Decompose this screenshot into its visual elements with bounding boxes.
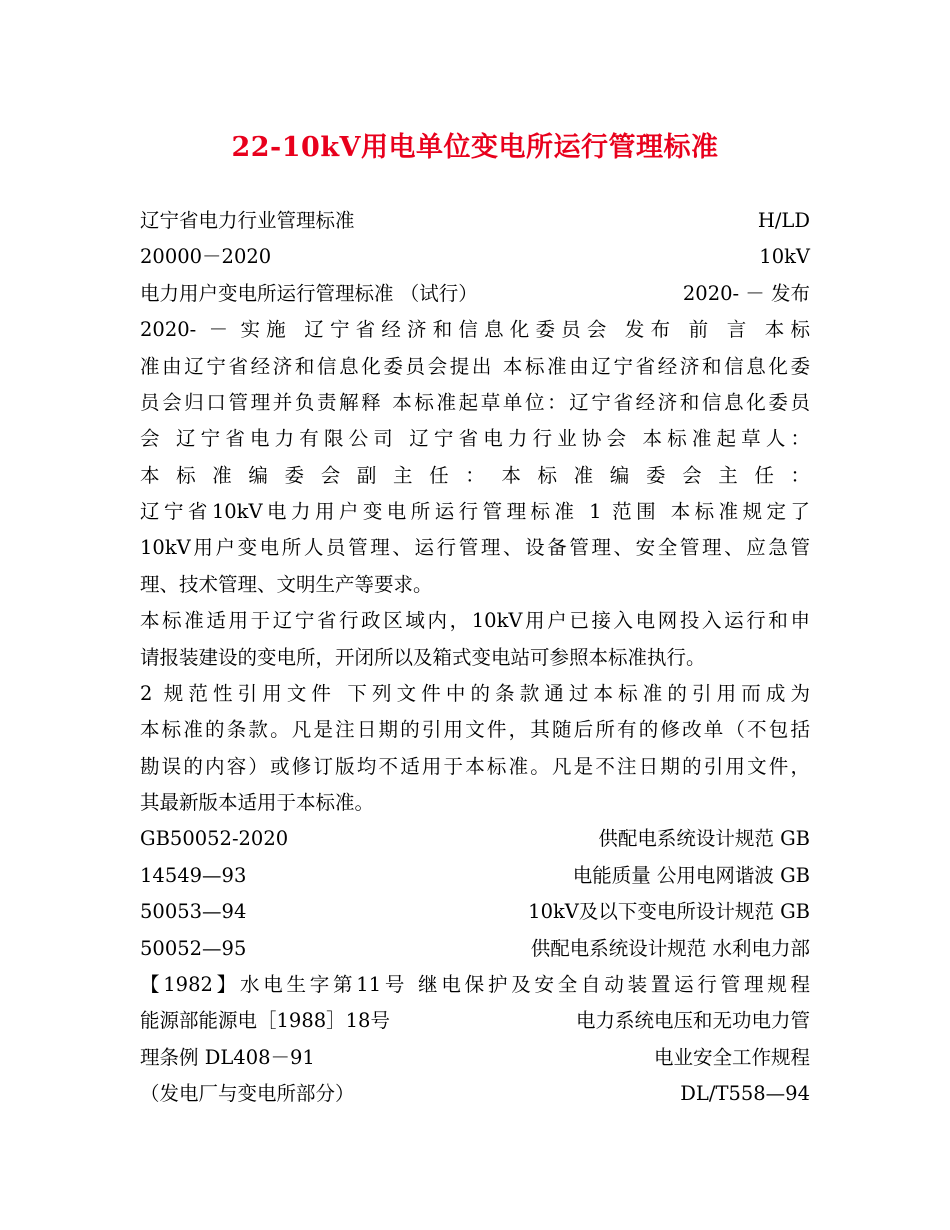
text-line (140, 238, 810, 276)
line-right-text: 电力系统电压和无功电力管 (575, 1009, 810, 1032)
text-line: 10kV用户变电所人员管理、运行管理、设备管理、安全管理、应急管 (140, 536, 810, 559)
line-left-text: 辽宁省电力行业管理标准 (140, 209, 355, 232)
text-line: 2 规范性引用文件 下列文件中的条款通过本标准的引用而成为 (140, 682, 810, 705)
line-left-text: 理条例 DL408－91 (140, 1046, 315, 1069)
line-right-text: DL/T558—94 (680, 1082, 810, 1105)
text-line: 本 标 准 编 委 会 副 主 任 ： 本 标 准 编 委 会 主 任 ： (140, 464, 810, 487)
line-right-text: H/LD (757, 209, 810, 232)
text-line: 准由辽宁省经济和信息化委员会提出 本标准由辽宁省经济和信息化委 (140, 355, 810, 378)
text-line: 其最新版本适用于本标准。 (140, 791, 375, 814)
line-right-text: 10kV (759, 245, 810, 268)
line-right-text: 电业安全工作规程 (653, 1046, 810, 1069)
text-line (140, 202, 810, 240)
document-title: 22-10kV用电单位变电所运行管理标准 (231, 132, 719, 163)
text-line: 【1982】水电生字第11号 继电保护及安全自动装置运行管理规程 (140, 973, 810, 996)
text-line: 辽宁省10kV电力用户变电所运行管理标准 1 范围 本标准规定了 (140, 500, 810, 523)
text-line: 2020- － 实施 辽宁省经济和信息化委员会 发布 前 言 本标 (140, 318, 810, 341)
line-left-text: 50053—94 (140, 900, 247, 923)
text-line: 会 辽宁省电力有限公司 辽宁省电力行业协会 本标准起草人： (140, 427, 810, 450)
line-left-text: （发电厂与变电所部分） (140, 1082, 355, 1105)
text-line (140, 857, 810, 895)
text-line: 本标准的条款。凡是注日期的引用文件，其随后所有的修改单（不包括 (140, 718, 810, 741)
text-line (140, 1075, 810, 1113)
text-line (140, 820, 810, 858)
text-line (140, 930, 810, 968)
line-left-text: 50052—95 (140, 937, 247, 960)
line-right-text: 电能质量 公用电网谐波 GB (572, 864, 810, 887)
text-line: 请报装建设的变电所，开闭所以及箱式变电站可参照本标准执行。 (140, 646, 706, 669)
line-right-text: 10kV及以下变电所设计规范 GB (528, 900, 810, 923)
text-line: 员会归口管理并负责解释 本标准起草单位：辽宁省经济和信息化委员 (140, 391, 810, 414)
line-left-text: 电力用户变电所运行管理标准 （试行） (140, 282, 478, 305)
line-left-text: 20000－2020 (140, 245, 272, 268)
line-left-text: 能源部能源电［1988］18号 (140, 1009, 390, 1032)
text-line (140, 1002, 810, 1040)
line-left-text: GB50052-2020 (140, 827, 289, 850)
text-line: 本标准适用于辽宁省行政区域内，10kV用户已接入电网投入运行和申 (140, 609, 810, 632)
text-line (140, 893, 810, 931)
text-line (140, 1039, 810, 1077)
line-right-text: 2020- － 发布 (682, 282, 810, 305)
text-line: 勘误的内容）或修订版均不适用于本标准。凡是不注日期的引用文件， (140, 755, 810, 778)
text-line (140, 275, 810, 313)
text-line: 理、技术管理、文明生产等要求。 (140, 573, 433, 596)
line-right-text: 供配电系统设计规范 水利电力部 (530, 937, 810, 960)
line-left-text: 14549—93 (140, 864, 247, 887)
line-right-text: 供配电系统设计规范 GB (598, 827, 810, 850)
